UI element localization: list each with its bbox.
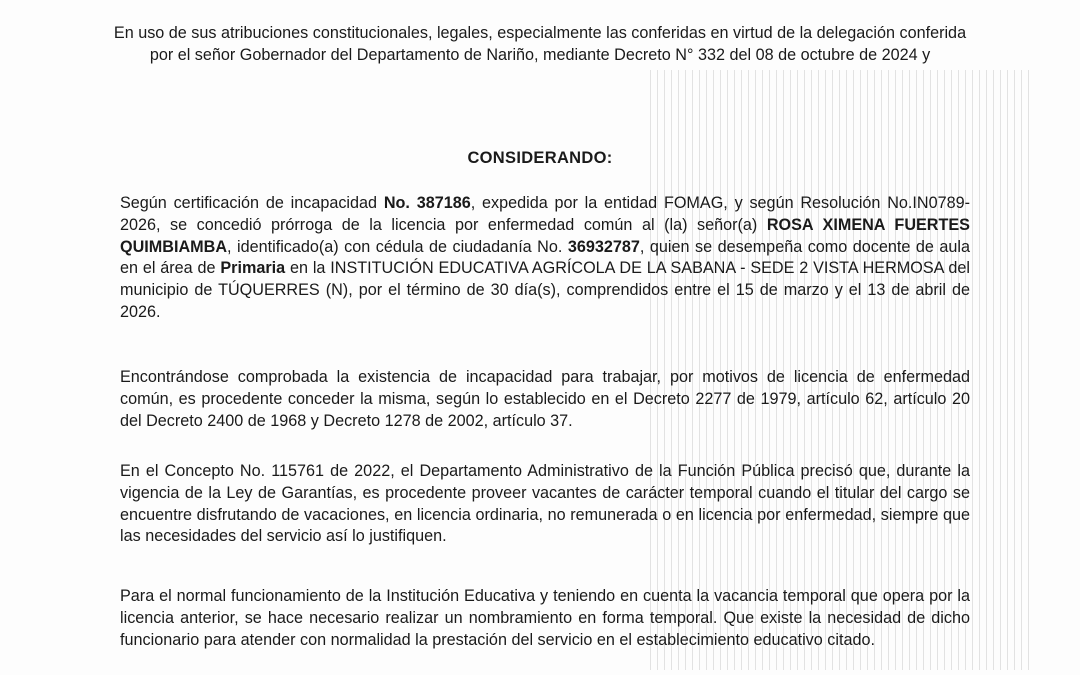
p1-text-4: , quien se desempeña como docente de aula en el área de: [120, 237, 970, 278]
p1-text-2: , expedida por la entidad FOMAG, y según Resolución No.IN0789-2026, se concedió prórroga de la licencia por enfermedad común al (la) señor(a): [120, 194, 971, 234]
paragraph-concept: En el Concepto No. 115761 de 2022, el Departamento Administrativo de la Función Pública precisó que, durante la vigencia de la Ley de Garantías, es procedente proveer vacantes de carácter temporal cuando el titular del cargo se encuentre disfrutando de vacaciones, en licencia ordinaria, no remunerada o en licencia por enfermedad, siempre que las necesidades del servicio así lo justifiquen.: [120, 462, 970, 546]
paragraph-legal-basis: Encontrándose comprobada la existencia de incapacidad para trabajar, por motivos de licencia de enfermedad común, es procedente conceder la misma, según lo establecido en el Decreto 2277 de 1979, artículo 62, artículo 20 del Decreto 2400 de 1968 y Decreto 1278 de 2002, artículo 37.: [120, 368, 970, 430]
p1-text-3: , identificado(a) con cédula de ciudadanía No.: [227, 237, 568, 256]
paragraph-appointment: Para el normal funcionamiento de la Institución Educativa y teniendo en cuenta la vacancia temporal que opera por la licencia anterior, se hace necesario realizar un nombramiento en forma temporal. Que existe la necesidad de dicho funcionario para atender con normalidad la prestación del servicio en el establecimiento educativo citado.: [120, 587, 970, 649]
certificate-number: No. 387186: [383, 194, 471, 212]
section-heading: CONSIDERANDO:: [467, 149, 613, 167]
teaching-area: Primaria: [220, 259, 286, 278]
intro-paragraph: En uso de sus atribuciones constitucionales, legales, especialmente las conferidas en virtud de la delegación conferida por el señor Gobernador del Departamento de Nariño, mediante Decreto N° 332 del 08 de octubre de 2024 y: [113, 24, 967, 64]
paragraph-certification: [120, 193, 970, 324]
person-name: ROSA XIMENA FUERTES QUIMBIAMBA: [120, 215, 970, 256]
p1-text-1: Según certificación de incapacidad: [120, 194, 384, 212]
id-number: 36932787: [567, 237, 640, 256]
p1-text-5: en la INSTITUCIÓN EDUCATIVA AGRÍCOLA DE LA SABANA - SEDE 2 VISTA HERMOSA del municipio de TÚQUERRES (N), por el término de 30 día(s), comprendidos entre el 15 de marzo y el 13 de abril de 2026.: [120, 259, 970, 321]
